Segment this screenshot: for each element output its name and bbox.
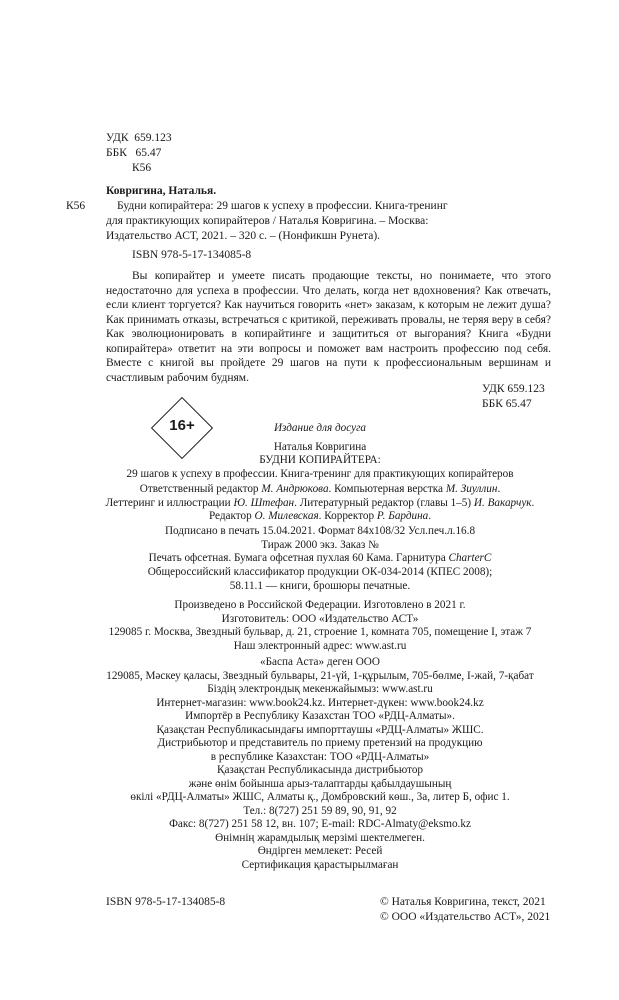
producer-block <box>60 599 580 653</box>
kz-line: Қазақстан Республикасында дистрибьютор <box>216 764 424 776</box>
right-bbk: ББК 65.47 <box>482 398 532 410</box>
kz-line: Өндірген мемлекет: Ресей <box>257 845 383 857</box>
kz-line: Біздің электрондық мекенжайымыз: www.ast.ru <box>207 683 433 695</box>
kz-line: және өнім бойынша арыз-талаптарды қабылдаушының <box>188 777 452 790</box>
producer-line: Наш электронный адрес: www.ast.ru <box>233 639 407 652</box>
copyright-author: © Наталья Ковригина, текст, 2021 <box>380 896 546 908</box>
print-line-2: Тираж 2000 экз. Заказ № <box>261 538 379 551</box>
kz-line: в республике Казахстан: ТОО «РДЦ-Алматы» <box>210 750 430 763</box>
producer-line: Произведено в Российской Федерации. Изготовлено в 2021 г. <box>174 599 466 611</box>
bib-author: Ковригина, Наталья. <box>106 185 217 197</box>
kz-line: Интернет-магазин: www.book24.kz. Интернет-дүкен: www.book24.kz <box>156 696 484 709</box>
print-line-3: Печать офсетная. Бумага офсетная пухлая 60 Кама. Гарнитура CharterC <box>148 552 492 564</box>
kz-line: 129085, Мәскеу қаласы, Звездный бульвары, 21-үй, 1-құрылым, 705-бөлме, I-жай, 7-қабат <box>106 669 534 682</box>
copyright-publisher: © ООО «Издательство АСТ», 2021 <box>380 911 551 923</box>
author-sign: К56 <box>132 162 152 174</box>
udk-code: УДК 659.123 <box>106 132 172 144</box>
footer-isbn: ISBN 978-5-17-134085-8 <box>106 896 226 908</box>
right-udk: УДК 659.123 <box>482 383 545 395</box>
bib-line-2: для практикующих копирайтеров / Наталья Ковригина. – Москва: <box>106 215 429 227</box>
kazakhstan-block <box>60 656 580 872</box>
okp-line-1: Общероссийский классификатор продукции ОК-034-2014 (КПЕС 2008); <box>147 566 493 578</box>
producer-line: Изготовитель: ООО «Издательство АСТ» <box>221 612 419 625</box>
okp-line-2: 58.11.1 — книги, брошюры печатные. <box>229 579 411 592</box>
kz-line: Қазақстан Республикасындағы импорттаушы «РДЦ-Алматы» ЖШС. <box>156 723 484 736</box>
bbk-code: ББК 65.47 <box>106 147 162 159</box>
imprint-title: БУДНИ КОПИРАЙТЕРА: <box>259 454 381 466</box>
kz-line: Факс: 8(727) 251 58 12, вн. 107; E-mail: RDC-Almaty@eksmo.kz <box>169 818 471 830</box>
kz-line: Тел.: 8(727) 251 59 89, 90, 91, 92 <box>243 804 397 817</box>
kz-line: Импортёр в Республику Казахстан ТОО «РДЦ-Алматы». <box>185 710 455 722</box>
bib-line-3: Издательство АСТ, 2021. – 320 с. – (Нонфикшн Рунета). <box>106 230 381 242</box>
credit-line: Леттеринг и иллюстрации Ю. Штефан. Литературный редактор (главы 1–5) И. Вакарчук. <box>105 496 535 509</box>
edition-type: Издание для досуга <box>273 422 367 434</box>
imprint-author: Наталья Ковригина <box>273 440 367 453</box>
print-line-1: Подписано в печать 15.04.2021. Формат 84x108/32 Усл.печ.л.16.8 <box>164 525 476 537</box>
okp-block <box>60 566 580 593</box>
age-rating-text: 16+ <box>169 417 195 434</box>
kz-line: өкілі «РДЦ-Алматы» ЖШС, Алматы қ., Домбровский көш., 3а, литер Б, офис 1. <box>130 791 510 803</box>
bib-margin-sign: К56 <box>66 200 86 212</box>
print-details <box>60 525 580 566</box>
annotation-paragraph: Вы копирайтер и умеете писать продающие тексты, но понимаете, что этого недостаточно для успеха в профессии. Что делать, когда нет вдохновения? Как отвечать, если клиент торгуется? Как научиться говорить «нет» заказам, к которым не лежит душа? Как принимать отказы, встречаться с критикой, переживать провалы, не теряя веру в себя? Как эволюционировать в копирайтинге и защититься от выгорания? Книга «Будни копирайтера» ответит на эти вопросы и поможет вам настроить профессию под себя. Вместе с книгой вы пройдете 29 шагов на пути к профессиональным вершинам и счастливым рабочим будням. <box>106 270 551 384</box>
kz-line: «Баспа Аста» деген ООО <box>260 656 380 668</box>
imprint-header <box>60 422 580 481</box>
imprint-subtitle: 29 шагов к успеху в профессии. Книга-тренинг для практикующих копирайтеров <box>126 467 514 480</box>
imprint-credits <box>60 483 580 524</box>
bib-isbn: ISBN 978-5-17-134085-8 <box>132 249 252 261</box>
kz-line: Сертификация қарастырылмаған <box>241 858 399 871</box>
kz-line: Өнімнің жарамдылық мерзімі шектелмеген. <box>215 831 425 844</box>
producer-line: 129085 г. Москва, Звездный бульвар, д. 21, строение 1, комната 705, помещение I, этаж 7 <box>108 626 532 638</box>
kz-line: Дистрибьютор и представитель по приему претензий на продукцию <box>157 737 483 749</box>
bib-line-1: Будни копирайтера: 29 шагов к успеху в профессии. Книга-тренинг <box>117 200 448 212</box>
credit-line: Редактор О. Милевская. Корректор Р. Бардина. <box>208 510 432 522</box>
credit-line: Ответственный редактор М. Андрюкова. Компьютерная верстка М. Зиуллин. <box>139 483 501 495</box>
